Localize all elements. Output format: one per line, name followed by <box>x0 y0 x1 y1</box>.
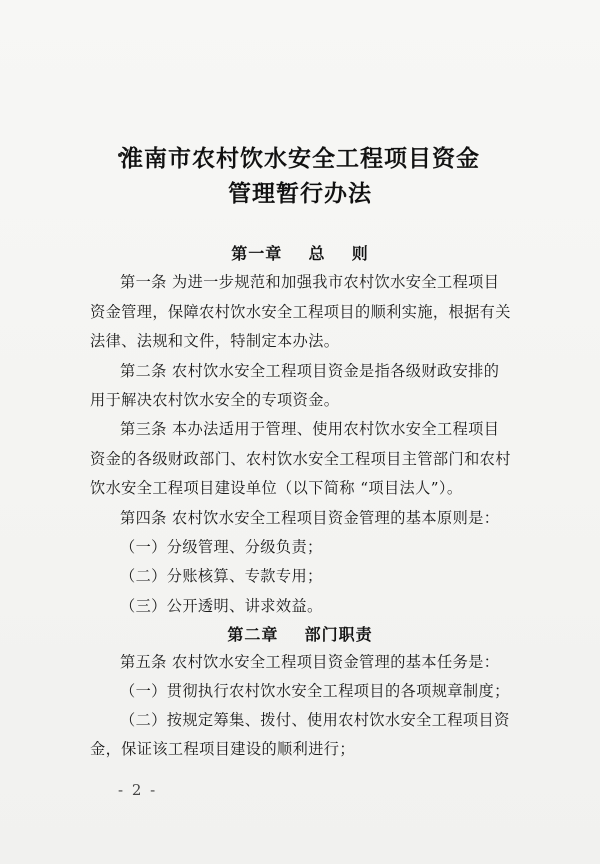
article-4-item-2: （二）分账核算、专款专用； <box>120 567 323 585</box>
article-5-item-2-line-2: 金，保证该工程项目建设的顺利进行； <box>90 740 355 758</box>
article-3-line-2: 资金的各级财政部门、农村饮水安全工程项目主管部门和农村 <box>90 450 511 468</box>
chapter-1-heading: 第一章 总 则 <box>231 244 369 263</box>
document-title-line2: 管理暂行办法 <box>228 181 372 207</box>
article-4-line-1: 第四条 农村饮水安全工程项目资金管理的基本原则是： <box>120 509 500 527</box>
page-number: - 2 - <box>118 781 158 799</box>
article-5-item-1: （一）贯彻执行农村饮水安全工程项目的各项规章制度； <box>120 682 510 700</box>
article-4-item-1: （一）分级管理、分级负责； <box>120 538 323 556</box>
article-5-line-1: 第五条 农村饮水安全工程项目资金管理的基本任务是： <box>120 653 500 671</box>
article-1-line-2: 资金管理，保障农村饮水安全工程项目的顺利实施，根据有关 <box>90 303 511 321</box>
article-1-line-1: 第一条 为进一步规范和加强我市农村饮水安全工程项目 <box>120 273 500 291</box>
article-1-line-3: 法律、法规和文件，特制定本办法。 <box>90 332 340 350</box>
article-2-line-1: 第二条 农村饮水安全工程项目资金是指各级财政安排的 <box>120 362 500 380</box>
article-3-line-3: 饮水安全工程项目建设单位（以下简称 “项目法人”）。 <box>90 479 463 497</box>
article-4-item-3: （三）公开透明、讲求效益。 <box>120 597 323 615</box>
chapter-2-heading: 第二章 部门职责 <box>227 625 373 644</box>
document-title-line1: 淮南市农村饮水安全工程项目资金 <box>120 146 480 172</box>
article-3-line-1: 第三条 本办法适用于管理、使用农村饮水安全工程项目 <box>120 420 500 438</box>
article-5-item-2-line-1: （二）按规定筹集、拨付、使用农村饮水安全工程项目资 <box>120 711 510 729</box>
article-2-line-2: 用于解决农村饮水安全的专项资金。 <box>90 391 340 409</box>
